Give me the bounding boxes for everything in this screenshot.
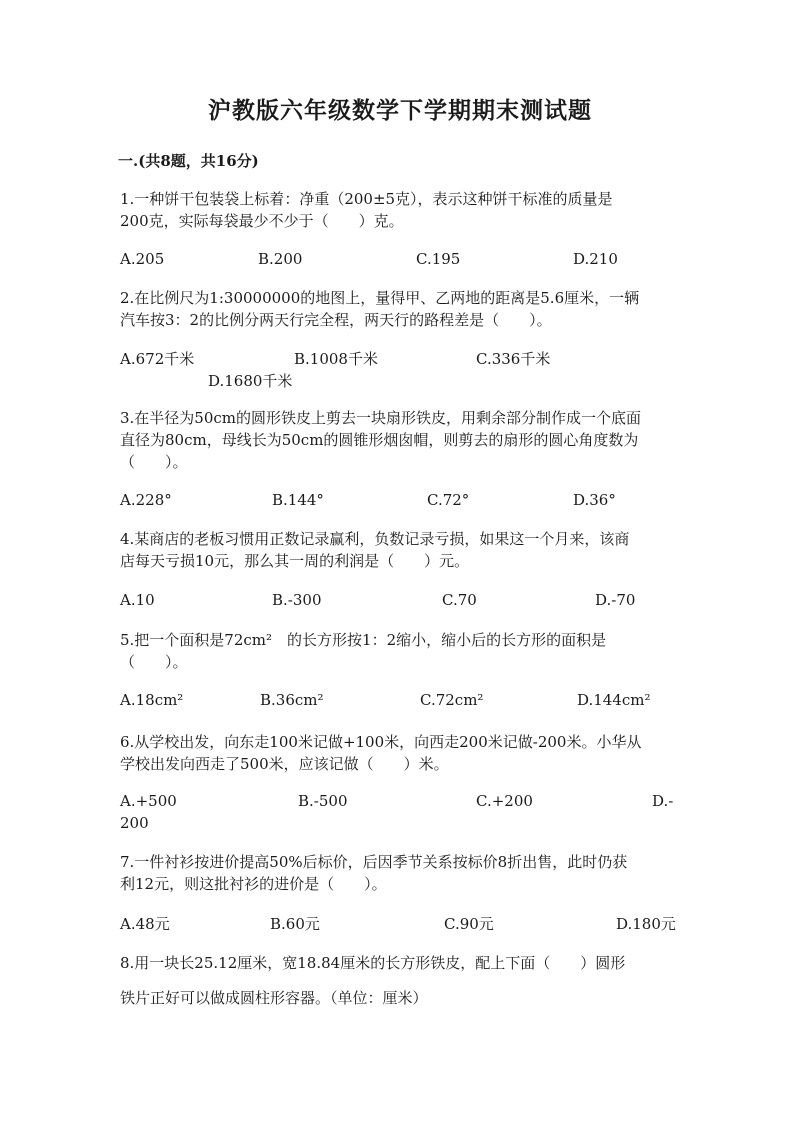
question-3-option-a[interactable]: A.228° bbox=[120, 491, 172, 509]
question-6-option-d-continued[interactable]: 200 bbox=[120, 814, 149, 832]
question-5-line-2: （ ）。 bbox=[120, 653, 188, 671]
question-3-option-b[interactable]: B.144° bbox=[272, 491, 324, 509]
question-1-option-d[interactable]: D.210 bbox=[573, 250, 618, 268]
question-5-option-b[interactable]: B.36cm² bbox=[260, 691, 324, 709]
question-6-option-c[interactable]: C.+200 bbox=[476, 792, 533, 810]
question-4-line-1: 4.某商店的老板习惯用正数记录赢利，负数记录亏损，如果这一个月来，该商 bbox=[120, 530, 630, 548]
question-4-option-b[interactable]: B.-300 bbox=[272, 591, 322, 609]
question-2-option-b[interactable]: B.1008千米 bbox=[294, 350, 378, 368]
question-7-option-a[interactable]: A.48元 bbox=[120, 915, 170, 933]
question-2-option-d[interactable]: D.1680千米 bbox=[208, 372, 293, 390]
question-3-option-c[interactable]: C.72° bbox=[427, 491, 470, 509]
question-3-line-2: 直径为80cm，母线长为50cm的圆锥形烟囱帽，则剪去的扇形的圆心角度数为 bbox=[120, 431, 639, 449]
question-1-line-1: 1.一种饼干包装袋上标着：净重（200±5克），表示这种饼干标准的质量是 bbox=[120, 190, 613, 208]
question-2-option-c[interactable]: C.336千米 bbox=[476, 350, 551, 368]
question-6-option-b[interactable]: B.-500 bbox=[298, 792, 348, 810]
question-5-line-1: 5.把一个面积是72cm² 的长方形按1：2缩小，缩小后的长方形的面积是 bbox=[120, 631, 607, 649]
question-4-option-c[interactable]: C.70 bbox=[442, 591, 477, 609]
question-7-line-2: 利12元，则这批衬衫的进价是（ ）。 bbox=[120, 875, 387, 893]
question-4-option-d[interactable]: D.-70 bbox=[595, 591, 636, 609]
question-3-option-d[interactable]: D.36° bbox=[573, 491, 616, 509]
section-heading: 一.(共8题，共16分) bbox=[118, 152, 259, 170]
question-4-option-a[interactable]: A.10 bbox=[120, 591, 155, 609]
question-7-option-c[interactable]: C.90元 bbox=[444, 915, 494, 933]
question-4-line-2: 店每天亏损10元，那么其一周的利润是（ ）元。 bbox=[120, 552, 470, 570]
question-6-line-2: 学校出发向西走了500米，应该记做（ ）米。 bbox=[120, 755, 449, 773]
page-title: 沪教版六年级数学下学期期末测试题 bbox=[208, 97, 592, 124]
question-7-line-1: 7.一件衬衫按进价提高50%后标价，后因季节关系按标价8折出售，此时仍获 bbox=[120, 853, 628, 871]
question-6-option-d[interactable]: D.- bbox=[652, 792, 674, 810]
question-1-line-2: 200克，实际每袋最少不少于（ ）克。 bbox=[120, 212, 404, 230]
question-7-option-b[interactable]: B.60元 bbox=[270, 915, 320, 933]
question-1-option-b[interactable]: B.200 bbox=[258, 250, 303, 268]
question-3-line-3: （ ）。 bbox=[120, 453, 188, 471]
question-5-option-c[interactable]: C.72cm² bbox=[420, 691, 484, 709]
question-6-option-a[interactable]: A.+500 bbox=[120, 792, 177, 810]
question-2-option-a[interactable]: A.672千米 bbox=[120, 350, 195, 368]
question-2-line-1: 2.在比例尺为1:30000000的地图上，量得甲、乙两地的距离是5.6厘米，一辆 bbox=[120, 289, 640, 307]
question-6-line-1: 6.从学校出发，向东走100米记做+100米，向西走200米记做-200米。小华从 bbox=[120, 733, 642, 751]
question-5-option-d[interactable]: D.144cm² bbox=[577, 691, 651, 709]
question-8-line-1: 8.用一块长25.12厘米，宽18.84厘米的长方形铁皮，配上下面（ ）圆形 bbox=[120, 954, 626, 972]
question-3-line-1: 3.在半径为50cm的圆形铁皮上剪去一块扇形铁皮，用剩余部分制作成一个底面 bbox=[120, 409, 642, 427]
question-7-option-d[interactable]: D.180元 bbox=[616, 915, 676, 933]
question-2-line-2: 汽车按3：2的比例分两天行完全程，两天行的路程差是（ ）。 bbox=[120, 311, 552, 329]
question-1-option-a[interactable]: A.205 bbox=[120, 250, 165, 268]
question-1-option-c[interactable]: C.195 bbox=[416, 250, 461, 268]
question-8-line-2: 铁片正好可以做成圆柱形容器。（单位：厘米） bbox=[120, 989, 428, 1007]
question-5-option-a[interactable]: A.18cm² bbox=[120, 691, 184, 709]
